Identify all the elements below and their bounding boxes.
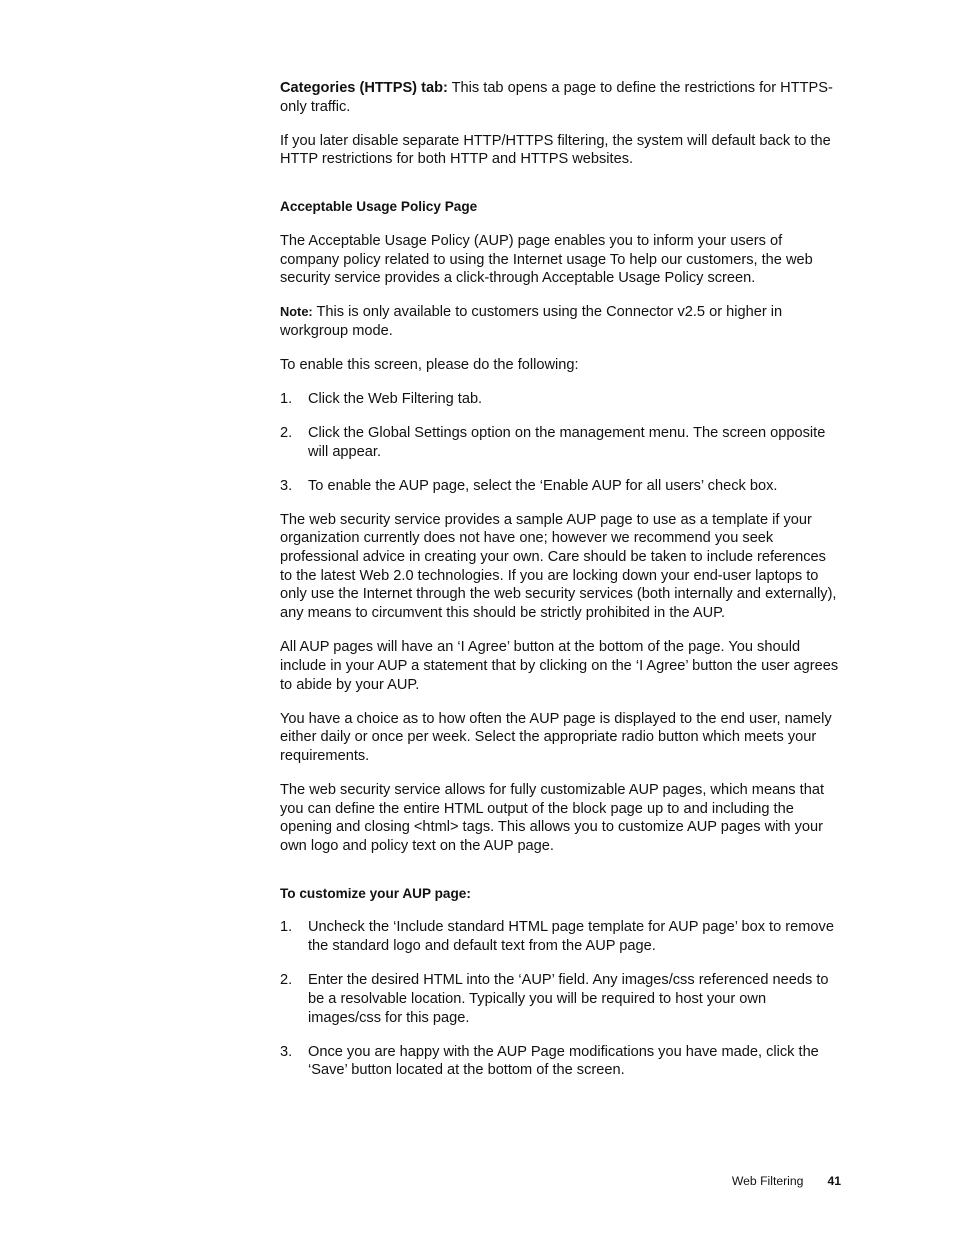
- customize-steps-list: [280, 918, 842, 1080]
- note-paragraph: [280, 303, 842, 340]
- step-number: 1.: [280, 919, 293, 936]
- list-item: [280, 918, 842, 955]
- page-footer: [732, 1173, 841, 1189]
- step-text: Uncheck the ‘Include standard HTML page template for AUP page’ box to remove the standard logo and default text from the AUP page.: [308, 919, 834, 955]
- step-text: Click the Web Filtering tab.: [308, 390, 483, 407]
- customizable-aup-paragraph: The web security service allows for fully customizable AUP pages, which means that you can define the entire HTML output of the block page up to and including the opening and closing <html> tags. This allows you to customize AUP pages with your own logo and policy text on the AUP page.: [280, 781, 824, 855]
- list-item: [280, 1043, 842, 1080]
- display-frequency-paragraph: You have a choice as to how often the AUP page is displayed to the end user, namely either daily or once per week. Select the appropriate radio button which meets your requirements.: [280, 710, 832, 764]
- step-text: Click the Global Settings option on the management menu. The screen opposite will appear.: [308, 424, 826, 460]
- list-item: [280, 424, 842, 461]
- note-label: Note:: [280, 304, 313, 320]
- document-body: [280, 79, 842, 1095]
- step-number: 1.: [280, 390, 293, 407]
- list-item: [280, 390, 842, 409]
- enable-intro-paragraph: To enable this screen, please do the following:: [280, 356, 579, 373]
- step-number: 2.: [280, 424, 293, 441]
- step-text: Enter the desired HTML into the ‘AUP’ field. Any images/css referenced needs to be a resolvable location. Typically you will be required to host your own images/css for this page.: [308, 972, 829, 1026]
- list-item: [280, 477, 842, 496]
- step-number: 2.: [280, 972, 293, 989]
- i-agree-paragraph: All AUP pages will have an ‘I Agree’ button at the bottom of the page. You should include in your AUP a statement that by clicking on the ‘I Agree’ button the user agrees to abide by your AUP.: [280, 639, 839, 693]
- footer-section-name: Web Filtering: [731, 1174, 804, 1188]
- step-text: Once you are happy with the AUP Page modifications you have made, click the ‘Save’ button located at the bottom of the screen.: [308, 1043, 819, 1079]
- step-number: 3.: [280, 1043, 293, 1060]
- customize-section-heading: To customize your AUP page:: [280, 885, 471, 901]
- list-item: [280, 971, 842, 1027]
- https-tab-label: Categories (HTTPS) tab:: [280, 80, 448, 96]
- note-text: This is only available to customers using the Connector v2.5 or higher in workgroup mode.: [280, 304, 783, 339]
- step-number: 3.: [280, 477, 293, 494]
- step-text: To enable the AUP page, select the ‘Enable AUP for all users’ check box.: [308, 477, 778, 494]
- enable-steps-list: [280, 390, 842, 495]
- https-tab-text: This tab opens a page to define the restrictions for HTTPS-only traffic.: [280, 80, 833, 115]
- aup-section-heading: Acceptable Usage Policy Page: [280, 199, 478, 215]
- sample-aup-paragraph: The web security service provides a sample AUP page to use as a template if your organization currently does not have one; however we recommend you seek professional advice in creating your own. Care should be taken to include references to the latest Web 2.0 technologies. If you are locking down your end-user laptops to only use the Internet through the web security services (both internally and externally), any means to circumvent this should be strictly prohibited in the AUP.: [280, 511, 837, 622]
- aup-description-paragraph: The Acceptable Usage Policy (AUP) page enables you to inform your users of company policy related to using the Internet usage To help our customers, the web security service provides a click-through Acceptable Usage Policy screen.: [280, 232, 813, 287]
- disable-filtering-paragraph: If you later disable separate HTTP/HTTPS filtering, the system will default back to the HTTP restrictions for both HTTP and HTTPS websites.: [280, 132, 831, 168]
- https-tab-paragraph: [280, 79, 842, 116]
- page-number: 41: [827, 1174, 841, 1188]
